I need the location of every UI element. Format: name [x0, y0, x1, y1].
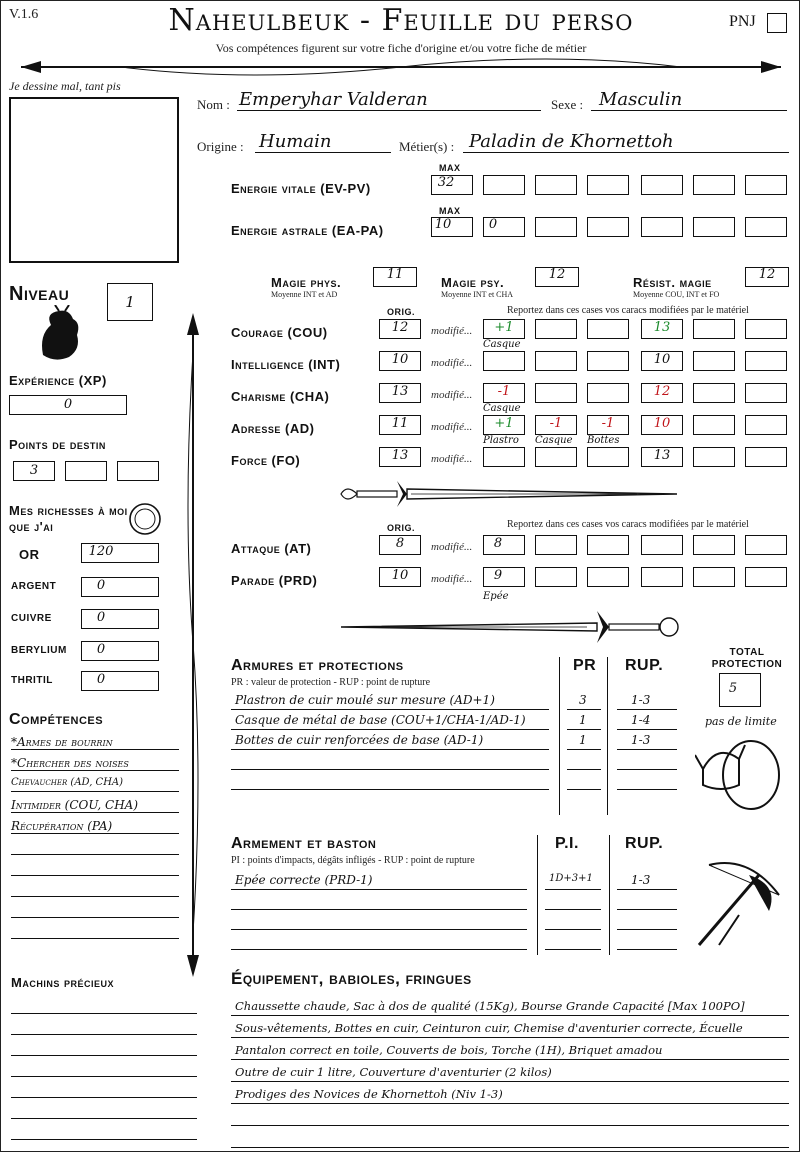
resist-magie-value: 12 — [758, 267, 776, 282]
armure-rup-line[interactable] — [617, 729, 677, 730]
equipement-line[interactable] — [231, 1125, 789, 1126]
competence-line — [11, 791, 179, 792]
stat-mod-value: 13 — [653, 448, 671, 463]
stat-mod-box[interactable] — [745, 447, 787, 467]
stat-mod-note: Casque — [483, 339, 521, 350]
stat-modifie-label: modifié... — [431, 421, 473, 433]
resist-magie-label: Résist. magie — [633, 275, 712, 290]
armure-line[interactable] — [231, 769, 549, 770]
arme-rup-line[interactable] — [617, 889, 677, 890]
combat-orig-value: 10 — [391, 568, 409, 583]
richesses-label: Mes richesses à moi que j'ai — [9, 503, 128, 534]
stat-mod-box[interactable] — [483, 351, 525, 371]
stat-mod-box[interactable] — [535, 319, 577, 339]
competence-line — [11, 833, 179, 834]
stat-modifie-label: modifié... — [431, 357, 473, 369]
armure-item-pr: 3 — [579, 693, 587, 707]
arme-item-rup: 1-3 — [631, 873, 651, 887]
equipement-line[interactable] — [231, 1103, 789, 1104]
stat-mod-box[interactable] — [587, 383, 629, 403]
armure-item-name: Plastron de cuir moulé sur mesure (AD+1) — [235, 693, 495, 707]
stat-mod-box[interactable] — [693, 383, 735, 403]
arme-line[interactable] — [231, 909, 527, 910]
stat-label: Adresse (AD) — [231, 421, 315, 436]
arme-item-name: Epée correcte (PRD-1) — [235, 873, 373, 887]
nom-value: Emperyhar Valderan — [239, 89, 428, 110]
combat-modifie-label: modifié... — [431, 541, 473, 553]
stat-mod-box[interactable] — [483, 447, 525, 467]
stat-mod-note: Casque — [483, 403, 521, 414]
machins-line[interactable] — [11, 1118, 197, 1119]
armement-title: Armement et baston — [231, 835, 377, 852]
armure-rup-line[interactable] — [617, 709, 677, 710]
competence-item: Intimider (COU, CHA) — [11, 798, 139, 812]
stat-mod-box[interactable] — [535, 351, 577, 371]
armures-title: Armures et protections — [231, 657, 404, 674]
weapons-icon — [689, 855, 789, 955]
armure-rup-line[interactable] — [617, 789, 677, 790]
machins-label: Machins précieux — [11, 975, 114, 990]
armement-note: PI : points d'impacts, dégâts infligés - RUP : point de rupture — [231, 855, 475, 866]
destin-box-2[interactable] — [65, 461, 107, 481]
arme-line[interactable] — [231, 929, 527, 930]
stat-mod-box[interactable] — [587, 447, 629, 467]
magie-psy-note: Moyenne INT et CHA — [441, 290, 514, 299]
magie-phys-label: Magie phys. — [271, 275, 342, 290]
combat-orig-label: ORIG. — [387, 523, 416, 533]
stat-mod-note: Casque — [535, 435, 573, 446]
equipement-item: Pantalon correct en toile, Couverts de bois, Torche (1H), Briquet amadou — [235, 1043, 663, 1057]
sexe-value: Masculin — [599, 89, 683, 110]
combat-mod-box[interactable] — [745, 567, 787, 587]
arme-line[interactable] — [231, 949, 527, 950]
ea-current-value: 0 — [488, 217, 498, 232]
stat-mod-box[interactable] — [535, 447, 577, 467]
ev-box-5[interactable] — [693, 175, 735, 195]
armure-item-pr: 1 — [579, 733, 587, 747]
stat-mod-value: -1 — [549, 416, 563, 431]
stat-mod-value: -1 — [601, 416, 615, 431]
combat-mod-value: 8 — [493, 536, 503, 551]
equipement-title: Équipement, babioles, fringues — [231, 969, 472, 988]
combat-orig-value: 8 — [395, 536, 405, 551]
stat-modifie-label: modifié... — [431, 453, 473, 465]
equipement-item: Outre de cuir 1 litre, Couverture d'aventurier (2 kilos) — [235, 1065, 552, 1079]
sword-icon-2 — [337, 607, 683, 647]
armement-rup-header: RUP. — [625, 835, 664, 852]
equipement-line[interactable] — [231, 1037, 789, 1038]
niveau-value: 1 — [125, 293, 135, 311]
competence-item: *Chercher des noises — [11, 756, 129, 770]
stat-mod-box[interactable] — [535, 383, 577, 403]
stat-mod-box[interactable] — [745, 415, 787, 435]
arme-line[interactable] — [231, 889, 527, 890]
competence-line — [11, 770, 179, 771]
xp-value: 0 — [63, 397, 73, 412]
ev-box-6[interactable] — [745, 175, 787, 195]
combat-report-note: Reportez dans ces cases vos caracs modifiées par le matériel — [507, 519, 749, 530]
money-label: BERYLIUM — [11, 645, 67, 656]
equipement-item: Chaussette chaude, Sac à dos de qualité (15Kg), Bourse Grande Capacité [Max 100PO] — [235, 999, 745, 1013]
money-label: OR — [19, 547, 40, 562]
ea-box-3[interactable] — [587, 217, 629, 237]
xp-label: Expérience (XP) — [9, 373, 107, 388]
spear-divider-icon — [1, 57, 800, 77]
metier-value: Paladin de Khornettoh — [469, 131, 674, 152]
stat-mod-value: 12 — [653, 384, 671, 399]
equipement-line[interactable] — [231, 1015, 789, 1016]
page-title: Naheulbeuk - Feuille du perso — [168, 3, 634, 38]
armures-pr-header: PR — [573, 657, 597, 674]
equipement-line[interactable] — [231, 1059, 789, 1060]
stat-label: Force (FO) — [231, 453, 301, 468]
armure-rup-line[interactable] — [617, 749, 677, 750]
armement-pi-header: P.I. — [555, 835, 579, 852]
stat-mod-value: 10 — [653, 416, 671, 431]
arme-pi-line[interactable] — [545, 949, 601, 950]
money-label: ARGENT — [11, 581, 57, 592]
equipement-line[interactable] — [231, 1081, 789, 1082]
niveau-label: Niveau — [9, 283, 70, 305]
stat-mod-box[interactable] — [587, 351, 629, 371]
machins-line[interactable] — [11, 1013, 197, 1014]
stat-mod-note: Plastro — [483, 435, 519, 446]
competences-label: Compétences — [9, 711, 104, 728]
armure-item-name: Bottes de cuir renforcées de base (AD-1) — [235, 733, 484, 747]
stat-mod-value: +1 — [494, 416, 514, 431]
money-value: 0 — [96, 672, 106, 687]
ev-box-2[interactable] — [535, 175, 577, 195]
magie-psy-label: Magie psy. — [441, 275, 505, 290]
helmet-shield-icon — [695, 729, 787, 811]
combat-label: Attaque (AT) — [231, 541, 312, 556]
stat-mod-value: -1 — [497, 384, 511, 399]
total-protection-value: 5 — [728, 681, 738, 696]
stat-mod-box[interactable] — [693, 319, 735, 339]
ev-box-4[interactable] — [641, 175, 683, 195]
arme-rup-line[interactable] — [617, 929, 677, 930]
stat-label: Courage (COU) — [231, 325, 328, 340]
machins-line[interactable] — [11, 1055, 197, 1056]
machins-line[interactable] — [11, 1139, 197, 1140]
armures-divider-2 — [607, 657, 608, 815]
combat-mod-box[interactable] — [535, 567, 577, 587]
stat-label: Intelligence (INT) — [231, 357, 341, 372]
armement-divider-1 — [537, 835, 538, 955]
dragon-icon — [35, 305, 85, 363]
ev-max-label: MAX — [439, 163, 461, 173]
origine-label: Origine : — [197, 139, 244, 154]
armement-divider-2 — [609, 835, 610, 955]
portrait-box[interactable] — [9, 97, 179, 263]
armures-divider-1 — [559, 657, 560, 815]
arme-pi-line[interactable] — [545, 889, 601, 890]
stat-orig-value: 10 — [391, 352, 409, 367]
pnj-checkbox[interactable] — [767, 13, 787, 33]
stat-mod-box[interactable] — [693, 447, 735, 467]
equipement-line[interactable] — [231, 1147, 789, 1148]
competence-item: Récupération (PA) — [11, 819, 113, 833]
resist-magie-note: Moyenne COU, INT et FO — [633, 290, 720, 299]
arme-pi-line[interactable] — [545, 929, 601, 930]
armure-pr-line[interactable] — [567, 769, 601, 770]
sexe-label: Sexe : — [551, 97, 584, 112]
ea-box-4[interactable] — [641, 217, 683, 237]
money-value: 0 — [96, 642, 106, 657]
armure-item-rup: 1-4 — [631, 713, 651, 727]
armure-line[interactable] — [231, 729, 549, 730]
stat-mod-box[interactable] — [745, 383, 787, 403]
competence-line — [11, 938, 179, 939]
magie-phys-value: 11 — [386, 267, 404, 282]
ea-box-6[interactable] — [745, 217, 787, 237]
arme-rup-line[interactable] — [617, 909, 677, 910]
equipement-item: Sous-vêtements, Bottes en cuir, Ceinturon cuir, Chemise d'aventurier correcte, Écuelle — [235, 1021, 743, 1035]
stat-mod-box[interactable] — [745, 319, 787, 339]
stats-report-note: Reportez dans ces cases vos caracs modifiées par le matériel — [507, 305, 749, 316]
armure-pr-line[interactable] — [567, 729, 601, 730]
armures-rup-header: RUP. — [625, 657, 664, 674]
equipement-item: Prodiges des Novices de Khornettoh (Niv 1-3) — [235, 1087, 503, 1101]
destin-label: Points de destin — [9, 437, 106, 452]
armure-pr-line[interactable] — [567, 709, 601, 710]
stat-mod-box[interactable] — [693, 351, 735, 371]
combat-modifie-label: modifié... — [431, 573, 473, 585]
origine-value: Humain — [259, 131, 332, 152]
spear-icon — [181, 313, 205, 977]
combat-mod-box[interactable] — [693, 567, 735, 587]
armure-item-name: Casque de métal de base (COU+1/CHA-1/AD-1) — [235, 713, 526, 727]
combat-mod-box[interactable] — [641, 567, 683, 587]
competence-line — [11, 875, 179, 876]
stat-orig-value: 12 — [391, 320, 409, 335]
machins-line[interactable] — [11, 1076, 197, 1077]
combat-mod-box[interactable] — [587, 567, 629, 587]
combat-mod-box[interactable] — [587, 535, 629, 555]
coin-icon — [127, 501, 163, 537]
armure-item-pr: 1 — [579, 713, 587, 727]
combat-mod-box[interactable] — [745, 535, 787, 555]
stat-mod-box[interactable] — [587, 319, 629, 339]
combat-label: Parade (PRD) — [231, 573, 318, 588]
combat-mod-box[interactable] — [641, 535, 683, 555]
money-value: 0 — [96, 610, 106, 625]
combat-mod-box[interactable] — [693, 535, 735, 555]
stat-mod-value: +1 — [494, 320, 514, 335]
money-label: THRITIL — [11, 675, 53, 686]
ea-max-label: MAX — [439, 206, 461, 216]
armures-note: PR : valeur de protection - RUP : point de rupture — [231, 677, 431, 688]
stat-orig-value: 13 — [391, 384, 409, 399]
stat-mod-box[interactable] — [745, 351, 787, 371]
portrait-caption: Je dessine mal, tant pis — [9, 79, 121, 93]
armure-rup-line[interactable] — [617, 769, 677, 770]
money-label: CUIVRE — [11, 613, 52, 624]
combat-mod-note: Epée — [483, 591, 509, 602]
nom-label: Nom : — [197, 97, 230, 112]
stat-orig-value: 11 — [391, 416, 409, 431]
combat-mod-box[interactable] — [535, 535, 577, 555]
competence-line — [11, 917, 179, 918]
stat-label: Charisme (CHA) — [231, 389, 330, 404]
ea-label: Energie astrale (EA-PA) — [231, 223, 384, 238]
stats-orig-label: ORIG. — [387, 307, 416, 317]
combat-mod-value: 9 — [493, 568, 503, 583]
stat-modifie-label: modifié... — [431, 325, 473, 337]
competence-item: *Armes de bourrin — [11, 735, 113, 749]
stat-modifie-label: modifié... — [431, 389, 473, 401]
machins-line[interactable] — [11, 1097, 197, 1098]
machins-line[interactable] — [11, 1034, 197, 1035]
version-label: V.1.6 — [9, 7, 39, 22]
stat-mod-value: 13 — [653, 320, 671, 335]
money-value: 0 — [96, 578, 106, 593]
stat-mod-value: 10 — [653, 352, 671, 367]
armure-line[interactable] — [231, 709, 549, 710]
total-protection-label: TOTAL PROTECTION — [711, 647, 783, 670]
stat-mod-note: Bottes — [587, 435, 620, 446]
armure-item-rup: 1-3 — [631, 693, 651, 707]
metier-label: Métier(s) : — [399, 139, 455, 154]
destin-box-3[interactable] — [117, 461, 159, 481]
arme-rup-line[interactable] — [617, 949, 677, 950]
arme-item-pi: 1D+3+1 — [549, 873, 593, 884]
ev-box-1[interactable] — [483, 175, 525, 195]
competence-line — [11, 896, 179, 897]
competence-line — [11, 749, 179, 750]
destin-value: 3 — [29, 463, 39, 478]
pnj-label: PNJ — [729, 13, 756, 30]
ev-box-3[interactable] — [587, 175, 629, 195]
ev-label: Energie vitale (EV-PV) — [231, 181, 371, 196]
armure-line[interactable] — [231, 789, 549, 790]
ea-box-5[interactable] — [693, 217, 735, 237]
money-value: 120 — [88, 544, 114, 559]
armure-line[interactable] — [231, 749, 549, 750]
magie-phys-note: Moyenne INT et AD — [271, 290, 338, 299]
ea-max-value: 10 — [434, 217, 452, 232]
stat-orig-value: 13 — [391, 448, 409, 463]
armure-pr-line[interactable] — [567, 749, 601, 750]
competence-item: Chevaucher (AD, CHA) — [11, 777, 124, 788]
armure-item-rup: 1-3 — [631, 733, 651, 747]
stat-mod-box[interactable] — [693, 415, 735, 435]
limit-note: pas de limite — [705, 715, 777, 728]
armure-pr-line[interactable] — [567, 789, 601, 790]
competence-line — [11, 812, 179, 813]
page-subtitle: Vos compétences figurent sur votre fiche d'origine et/ou votre fiche de métier — [215, 41, 587, 55]
competence-line — [11, 854, 179, 855]
ev-max-value: 32 — [437, 175, 455, 190]
magie-psy-value: 12 — [548, 267, 566, 282]
arme-pi-line[interactable] — [545, 909, 601, 910]
ea-box-2[interactable] — [535, 217, 577, 237]
sword-icon — [337, 479, 683, 509]
